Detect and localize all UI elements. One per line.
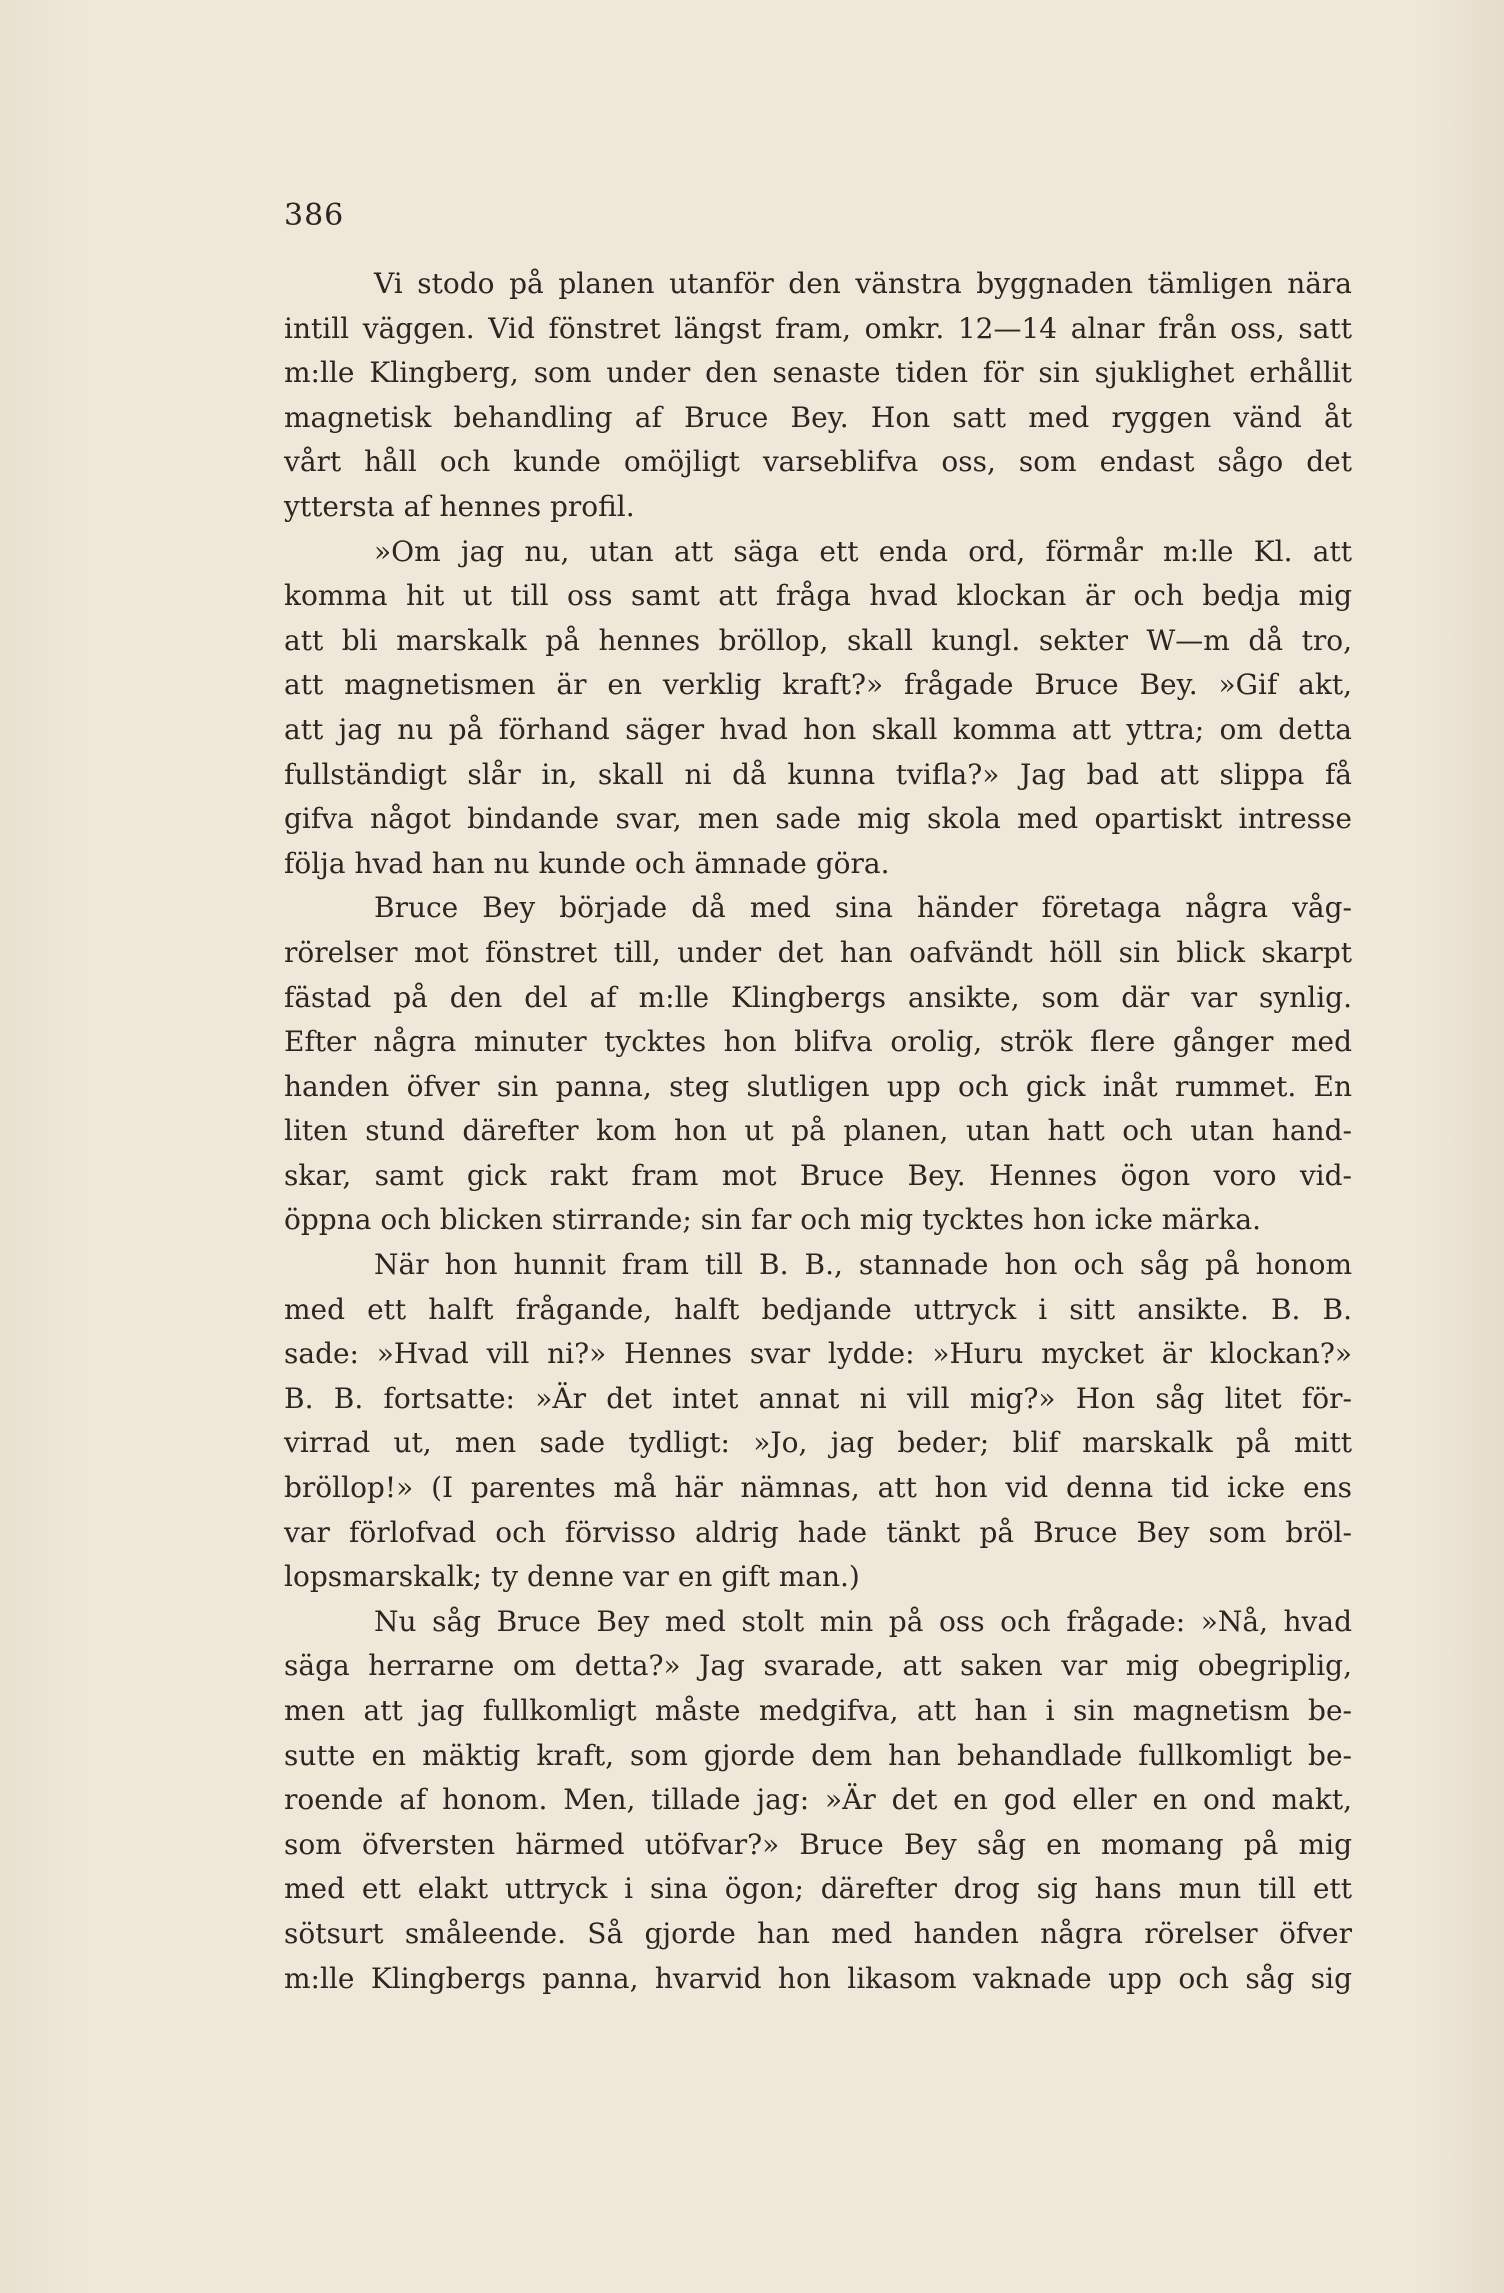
text-line: m:lle Klingbergs panna, hvarvid hon likasom vaknade upp och såg sig (284, 1961, 1352, 1995)
page-number: 386 (284, 198, 345, 233)
text-line: komma hit ut till oss samt att fråga hvad klockan är och bedja mig (284, 579, 1352, 613)
text-line: magnetisk behandling af Bruce Bey. Hon satt med ryggen vänd åt (284, 400, 1352, 434)
body-text (284, 262, 1352, 2001)
text-line: att magnetismen är en verklig kraft?» frågade Bruce Bey. »Gif akt, (284, 668, 1352, 702)
text-line: var förlofvad och förvisso aldrig hade tänkt på Bruce Bey som bröl- (284, 1515, 1352, 1549)
text-line: lopsmarskalk; ty denne var en gift man.) (284, 1560, 860, 1594)
text-line: att jag nu på förhand säger hvad hon skall komma att yttra; om detta (284, 712, 1352, 746)
text-line: sutte en mäktig kraft, som gjorde dem han behandlade fullkomligt be- (284, 1738, 1352, 1772)
text-line: med ett elakt uttryck i sina ögon; därefter drog sig hans mun till ett (284, 1872, 1352, 1906)
text-line: yttersta af hennes profil. (284, 489, 635, 523)
text-line: som öfversten härmed utöfvar?» Bruce Bey såg en momang på mig (284, 1827, 1352, 1861)
text-line: bröllop!» (I parentes må här nämnas, att hon vid denna tid icke ens (284, 1471, 1352, 1505)
text-line: med ett halft frågande, halft bedjande uttryck i sitt ansikte. B. B. (284, 1292, 1352, 1326)
text-line: sötsurt småleende. Så gjorde han med handen några rörelser öfver (284, 1916, 1352, 1950)
text-line: m:lle Klingberg, som under den senaste tiden för sin sjuklighet erhållit (284, 356, 1352, 390)
text-line: »Om jag nu, utan att säga ett enda ord, förmår m:lle Kl. att (374, 534, 1352, 568)
text-line: skar, samt gick rakt fram mot Bruce Bey. Hennes ögon voro vid- (284, 1158, 1352, 1192)
text-line: När hon hunnit fram till B. B., stannade hon och såg på honom (374, 1248, 1352, 1282)
text-line: B. B. fortsatte: »Är det intet annat ni vill mig?» Hon såg litet för- (284, 1381, 1352, 1415)
text-line: roende af honom. Men, tillade jag: »Är det en god eller en ond makt, (284, 1783, 1352, 1817)
text-line: säga herrarne om detta?» Jag svarade, att saken var mig obegriplig, (284, 1649, 1352, 1683)
text-line: sade: »Hvad vill ni?» Hennes svar lydde: »Huru mycket är klockan?» (284, 1337, 1352, 1371)
text-line: Nu såg Bruce Bey med stolt min på oss och frågade: »Nå, hvad (374, 1604, 1352, 1638)
text-line: gifva något bindande svar, men sade mig skola med opartiskt intresse (284, 802, 1352, 836)
text-line: vårt håll och kunde omöjligt varseblifva oss, som endast sågo det (284, 445, 1352, 479)
text-line: virrad ut, men sade tydligt: »Jo, jag beder; blif marskalk på mitt (284, 1426, 1352, 1460)
text-line: Efter några minuter tycktes hon blifva orolig, strök flere gånger med (284, 1025, 1352, 1059)
text-line: men att jag fullkomligt måste medgifva, att han i sin magnetism be- (284, 1694, 1352, 1727)
text-line: följa hvad han nu kunde och ämnade göra. (284, 846, 890, 880)
text-line: liten stund därefter kom hon ut på planen, utan hatt och utan hand- (284, 1114, 1352, 1148)
text-line: Bruce Bey började då med sina händer företaga några våg- (374, 891, 1352, 925)
text-line: intill väggen. Vid fönstret längst fram, omkr. 12—14 alnar från oss, satt (284, 311, 1352, 345)
text-line: fästad på den del af m:lle Klingbergs ansikte, som där var synlig. (284, 980, 1352, 1014)
text-line: Vi stodo på planen utanför den vänstra byggnaden tämligen nära (374, 267, 1352, 300)
text-line: fullständigt slår in, skall ni då kunna tvifla?» Jag bad att slippa få (284, 757, 1352, 791)
text-line: att bli marskalk på hennes bröllop, skall kungl. sekter W—m då tro, (284, 623, 1352, 657)
text-line: rörelser mot fönstret till, under det han oafvändt höll sin blick skarpt (284, 935, 1352, 969)
text-line: öppna och blicken stirrande; sin far och mig tycktes hon icke märka. (284, 1203, 1261, 1237)
text-line: handen öfver sin panna, steg slutligen upp och gick inåt rummet. En (284, 1069, 1352, 1103)
